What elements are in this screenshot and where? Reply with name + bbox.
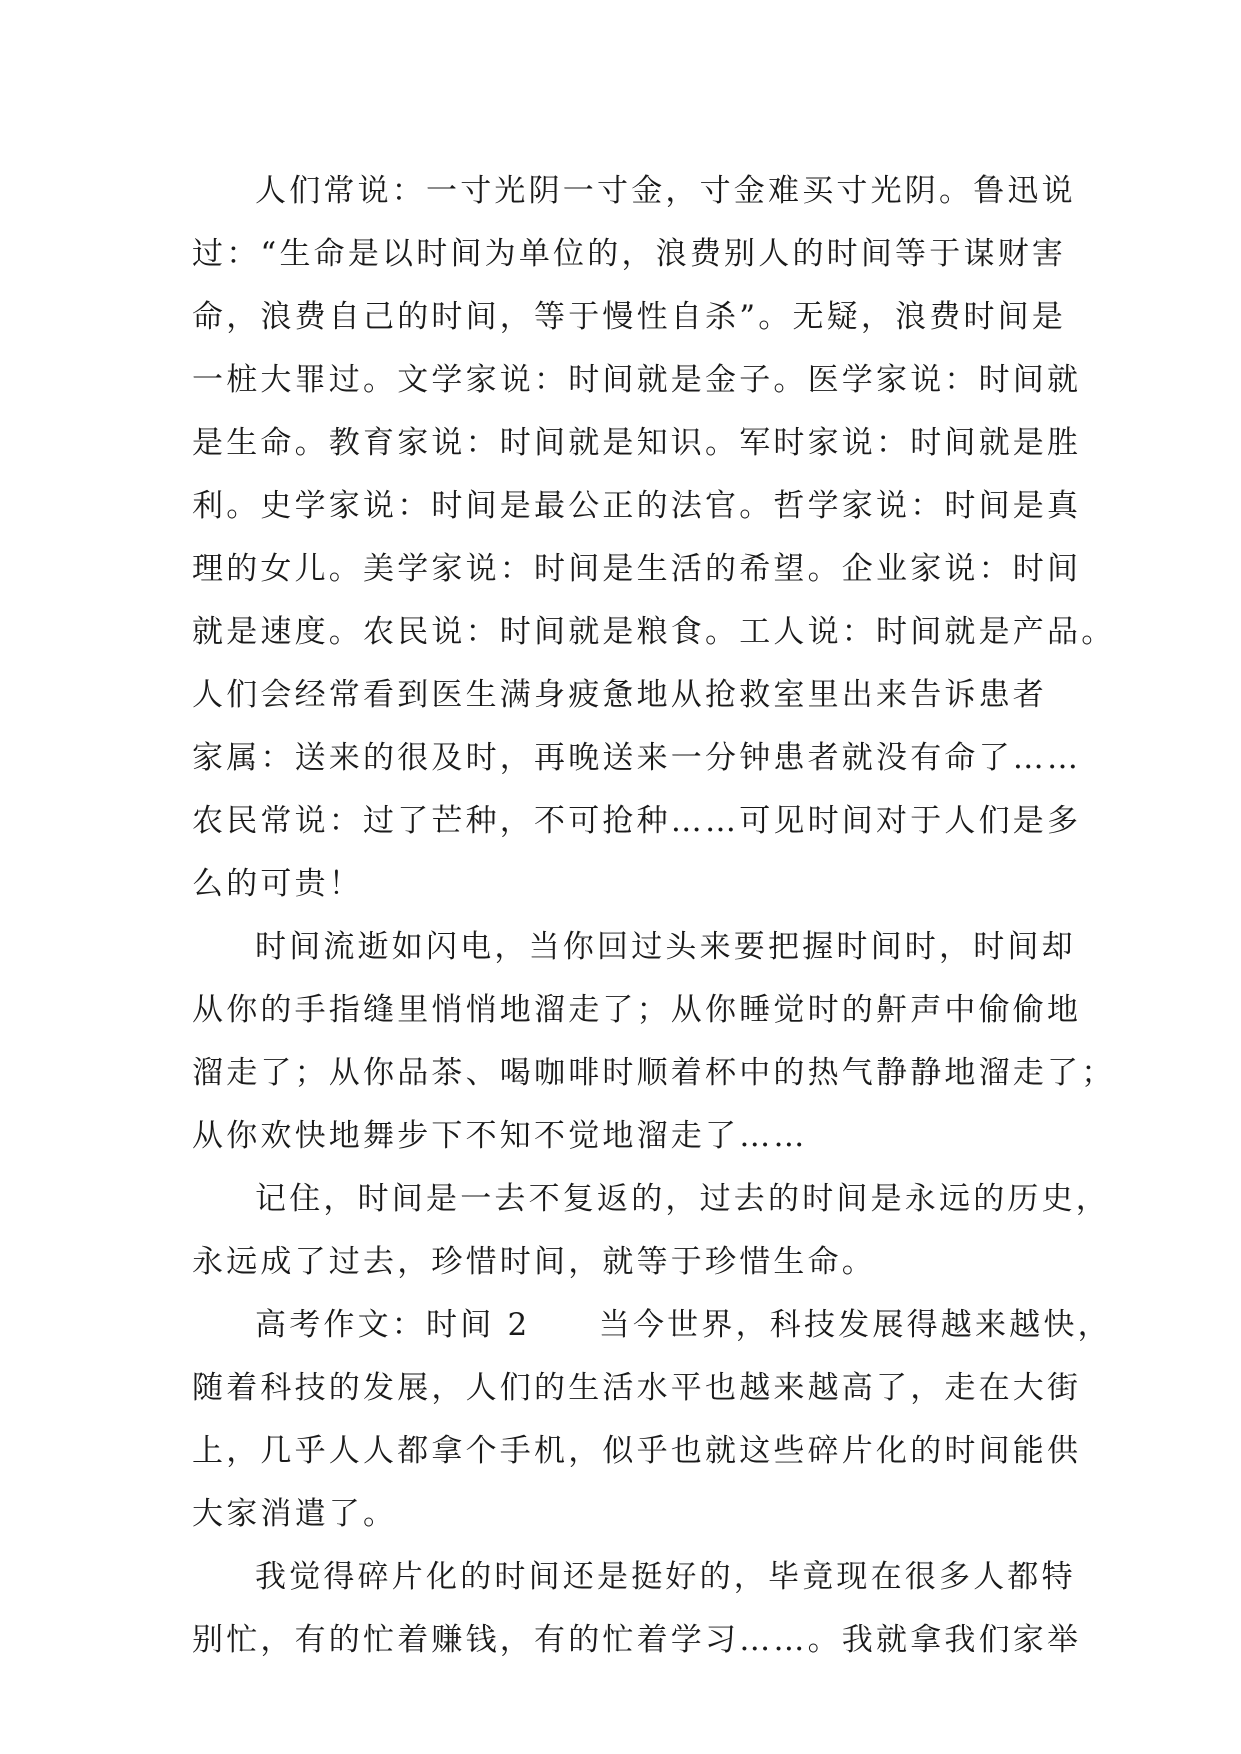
text-line: 别忙，有的忙着赚钱，有的忙着学习……。我就拿我们家举 — [192, 1622, 1082, 1658]
paragraph-1 — [192, 160, 1116, 916]
text-line: 高考作文：时间 2 当今世界，科技发展得越来越快， — [255, 1307, 1112, 1343]
text-line: 利。史学家说：时间是最公正的法官。哲学家说：时间是真 — [192, 488, 1082, 524]
text-line: 记住，时间是一去不复返的，过去的时间是永远的历史， — [255, 1181, 1110, 1217]
text-line: 农民常说：过了芒种，不可抢种……可见时间对于人们是多 — [192, 803, 1082, 839]
text-line: 人们常说：一寸光阴一寸金，寸金难买寸光阴。鲁迅说 — [255, 173, 1076, 209]
text-line: 么的可贵！ — [192, 866, 363, 902]
paragraph-4 — [192, 1294, 1112, 1546]
text-line: 永远成了过去，珍惜时间，就等于珍惜生命。 — [192, 1244, 876, 1280]
text-line: 从你欢快地舞步下不知不觉地溜走了…… — [192, 1118, 808, 1154]
text-line: 理的女儿。美学家说：时间是生活的希望。企业家说：时间 — [192, 551, 1082, 587]
text-line: 人们会经常看到医生满身疲惫地从抢救室里出来告诉患者 — [192, 677, 1047, 713]
paragraph-5 — [192, 1546, 1082, 1672]
text-line: 从你的手指缝里悄悄地溜走了；从你睡觉时的鼾声中偷偷地 — [192, 992, 1082, 1028]
paragraph-2 — [192, 916, 1116, 1168]
paragraph-3 — [192, 1168, 1110, 1294]
text-line: 命，浪费自己的时间，等于慢性自杀”。无疑，浪费时间是 — [192, 299, 1067, 335]
text-line: 过：“生命是以时间为单位的，浪费别人的时间等于谋财害 — [192, 236, 1067, 272]
text-line: 大家消遣了。 — [192, 1496, 398, 1532]
text-line: 家属：送来的很及时，再晚送来一分钟患者就没有命了…… — [192, 740, 1082, 776]
document-body — [192, 160, 1116, 1672]
text-line: 就是速度。农民说：时间就是粮食。工人说：时间就是产品。 — [192, 614, 1116, 650]
text-line: 时间流逝如闪电，当你回过头来要把握时间时，时间却 — [255, 929, 1076, 965]
text-line: 随着科技的发展，人们的生活水平也越来越高了，走在大街 — [192, 1370, 1082, 1406]
text-line: 我觉得碎片化的时间还是挺好的，毕竟现在很多人都特 — [255, 1559, 1076, 1595]
text-line: 溜走了；从你品茶、喝咖啡时顺着杯中的热气静静地溜走了； — [192, 1055, 1116, 1091]
text-line: 上，几乎人人都拿个手机，似乎也就这些碎片化的时间能供 — [192, 1433, 1082, 1469]
text-line: 是生命。教育家说：时间就是知识。军时家说：时间就是胜 — [192, 425, 1082, 461]
text-line: 一桩大罪过。文学家说：时间就是金子。医学家说：时间就 — [192, 362, 1082, 398]
